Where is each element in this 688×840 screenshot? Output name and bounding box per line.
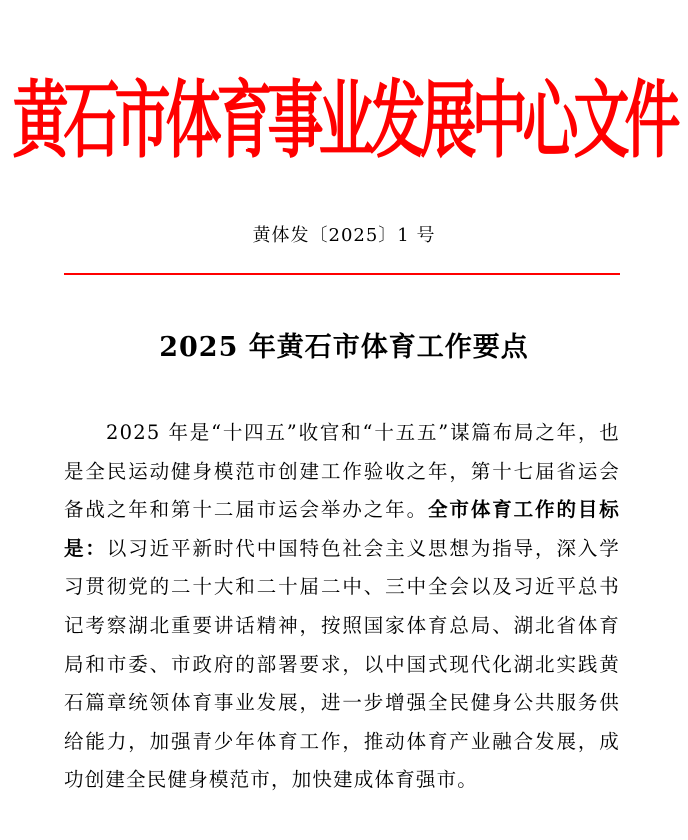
red-divider-line [64,273,620,275]
body-paragraph [64,414,620,800]
document-header-title: 黄石市体育事业发展中心文件 [12,73,676,171]
body-text-goal-heading: 全市体育工作的目标是： [64,498,620,560]
body-text-intro: 2025 年是“十四五”收官和“十五五”谋篇布局之年，也是全民运动健身模范市创建工作验收之年，第十七届省运会备战之年和第十二届市运会举办之年。 [64,421,620,522]
body-text-goal: 以习近平新时代中国特色社会主义思想为指导，深入学习贯彻党的二十大和二十届二中、三中全会以及习近平总书记考察湖北重要讲话精神，按照国家体育总局、湖北省体育局和市委、市政府的部署要求，以中国式现代化湖北实践黄石篇章统领体育事业发展，进一步增强全民健身公共服务供给能力，加强青少年体育工作，推动体育产业融合发展，成功创建全民健身模范市，加快建成体育强市。 [64,536,620,792]
document-title: 2025 年黄石市体育工作要点 [159,332,529,363]
document-number: 黄体发〔2025〕1 号 [252,225,436,246]
